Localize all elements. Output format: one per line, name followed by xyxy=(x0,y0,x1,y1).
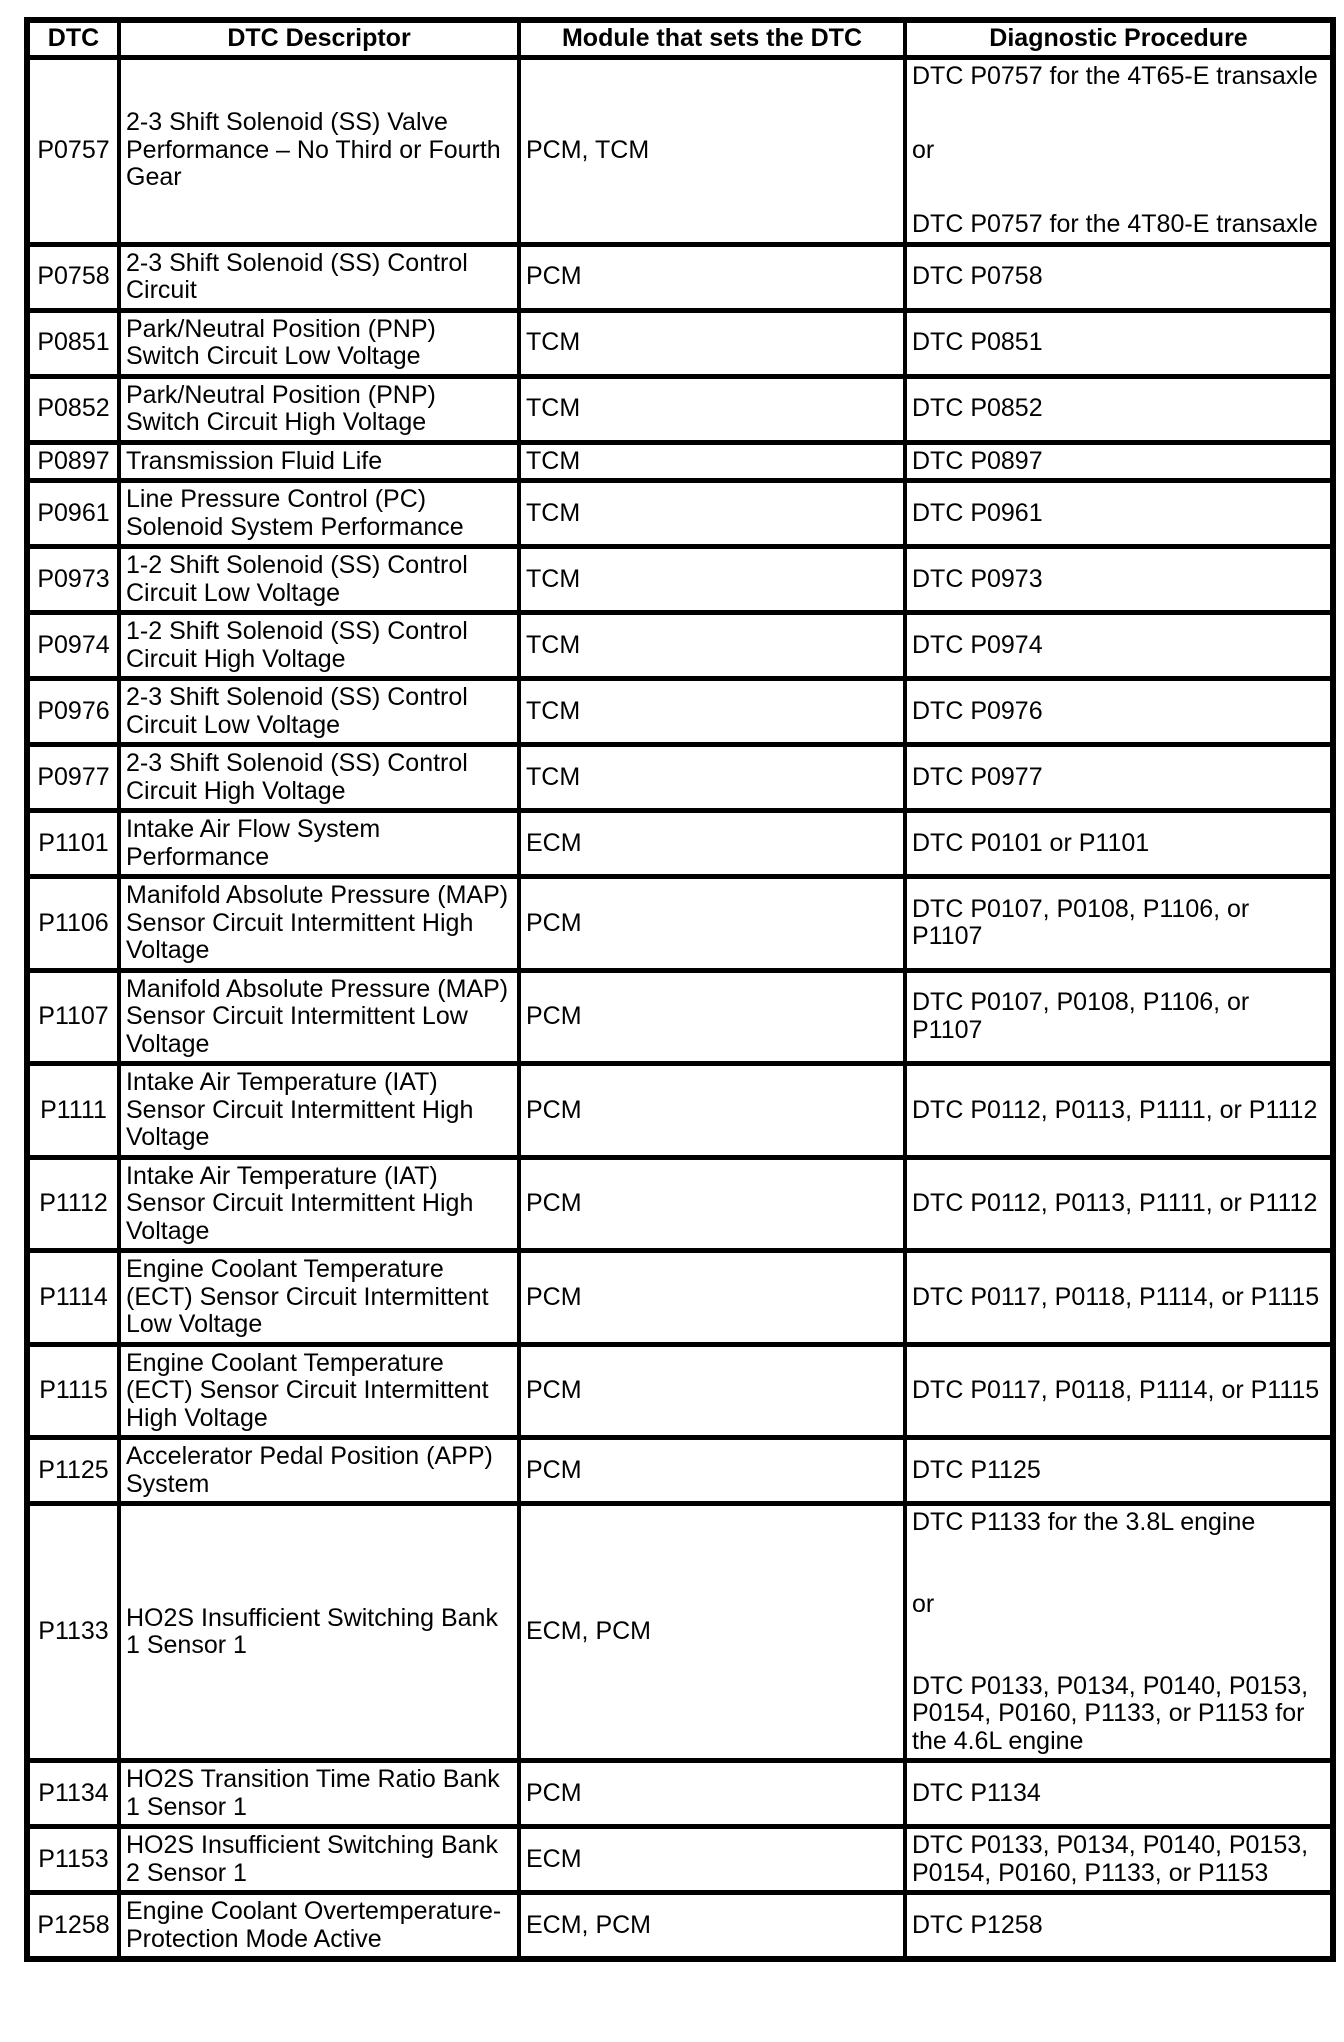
module-cell: ECM xyxy=(519,1827,905,1893)
module-cell: PCM xyxy=(519,244,905,310)
procedure-paragraph: DTC P0852 xyxy=(912,394,1043,423)
diagnostic-procedure-content xyxy=(912,395,1325,423)
dtc-code-cell: P0974 xyxy=(27,613,119,679)
dtc-descriptor-cell: Transmission Fluid Life xyxy=(119,442,519,481)
diagnostic-procedure-cell xyxy=(905,481,1333,547)
dtc-code-cell: P1115 xyxy=(27,1344,119,1438)
table-row xyxy=(27,811,1333,877)
diagnostic-procedure-content xyxy=(912,263,1325,291)
diagnostic-procedure-content xyxy=(912,896,1325,951)
diagnostic-procedure-cell xyxy=(905,613,1333,679)
module-cell: PCM xyxy=(519,1157,905,1251)
dtc-table xyxy=(24,17,1336,1962)
diagnostic-procedure-content xyxy=(912,63,1325,239)
diagnostic-procedure-content xyxy=(912,1457,1325,1485)
dtc-code-cell: P0758 xyxy=(27,244,119,310)
procedure-paragraph: DTC P0974 xyxy=(912,630,1043,659)
diagnostic-procedure-cell xyxy=(905,745,1333,811)
procedure-paragraph: DTC P1134 xyxy=(912,1778,1041,1807)
module-cell: TCM xyxy=(519,745,905,811)
table-row xyxy=(27,1344,1333,1438)
table-row xyxy=(27,1893,1333,1960)
table-row xyxy=(27,310,1333,376)
module-cell: PCM xyxy=(519,1064,905,1158)
diagnostic-procedure-content xyxy=(912,1190,1325,1218)
column-header-descriptor: DTC Descriptor xyxy=(119,20,519,57)
dtc-descriptor-cell: Park/Neutral Position (PNP) Switch Circuit High Voltage xyxy=(119,376,519,442)
header-row xyxy=(27,20,1333,57)
diagnostic-procedure-cell xyxy=(905,679,1333,745)
procedure-paragraph: DTC P0976 xyxy=(912,696,1043,725)
module-cell: PCM xyxy=(519,1438,905,1504)
table-row xyxy=(27,244,1333,310)
dtc-descriptor-cell: Park/Neutral Position (PNP) Switch Circuit Low Voltage xyxy=(119,310,519,376)
module-cell: ECM, PCM xyxy=(519,1504,905,1761)
dtc-code-cell: P1111 xyxy=(27,1064,119,1158)
table-row xyxy=(27,376,1333,442)
module-cell: PCM xyxy=(519,1761,905,1827)
procedure-paragraph: DTC P0133, P0134, P0140, P0153, P0154, P0160, P1133, or P1153 xyxy=(912,1831,1309,1887)
table-row xyxy=(27,1761,1333,1827)
diagnostic-procedure-content xyxy=(912,329,1325,357)
column-header-dtc: DTC xyxy=(27,20,119,57)
dtc-descriptor-cell: Manifold Absolute Pressure (MAP) Sensor Circuit Intermittent High Voltage xyxy=(119,877,519,971)
procedure-paragraph: DTC P0757 for the 4T80-E transaxle xyxy=(912,210,1318,238)
dtc-code-cell: P1106 xyxy=(27,877,119,971)
table-row xyxy=(27,481,1333,547)
module-cell: PCM xyxy=(519,1251,905,1345)
diagnostic-procedure-cell xyxy=(905,811,1333,877)
diagnostic-procedure-cell xyxy=(905,57,1333,244)
procedure-paragraph: DTC P0851 xyxy=(912,328,1043,357)
dtc-code-cell: P1107 xyxy=(27,970,119,1064)
dtc-descriptor-cell: 2-3 Shift Solenoid (SS) Control Circuit Low Voltage xyxy=(119,679,519,745)
dtc-code-cell: P1101 xyxy=(27,811,119,877)
diagnostic-procedure-content xyxy=(912,566,1325,594)
module-cell: TCM xyxy=(519,547,905,613)
table-row xyxy=(27,1827,1333,1893)
table-row xyxy=(27,1504,1333,1761)
dtc-descriptor-cell: 1-2 Shift Solenoid (SS) Control Circuit High Voltage xyxy=(119,613,519,679)
module-cell: TCM xyxy=(519,310,905,376)
diagnostic-procedure-cell xyxy=(905,1438,1333,1504)
module-cell: ECM xyxy=(519,811,905,877)
diagnostic-procedure-cell xyxy=(905,877,1333,971)
diagnostic-procedure-cell xyxy=(905,1504,1333,1761)
dtc-descriptor-cell: Engine Coolant Overtemperature-Protection Mode Active xyxy=(119,1893,519,1960)
dtc-descriptor-cell: 1-2 Shift Solenoid (SS) Control Circuit Low Voltage xyxy=(119,547,519,613)
diagnostic-procedure-cell xyxy=(905,1344,1333,1438)
dtc-code-cell: P0977 xyxy=(27,745,119,811)
table-row xyxy=(27,442,1333,481)
table-row xyxy=(27,1438,1333,1504)
procedure-paragraph: DTC P0112, P0113, P1111, or P1112 xyxy=(912,1189,1318,1217)
procedure-paragraph: DTC P1125 xyxy=(912,1455,1041,1484)
diagnostic-procedure-cell xyxy=(905,1251,1333,1345)
dtc-descriptor-cell: 2-3 Shift Solenoid (SS) Control Circuit xyxy=(119,244,519,310)
procedure-paragraph: DTC P0977 xyxy=(912,762,1043,791)
dtc-code-cell: P0757 xyxy=(27,57,119,244)
dtc-code-cell: P0852 xyxy=(27,376,119,442)
diagnostic-procedure-content xyxy=(912,698,1325,726)
diagnostic-procedure-cell xyxy=(905,244,1333,310)
dtc-code-cell: P0976 xyxy=(27,679,119,745)
diagnostic-procedure-cell xyxy=(905,376,1333,442)
dtc-descriptor-cell: Intake Air Temperature (IAT) Sensor Circuit Intermittent High Voltage xyxy=(119,1064,519,1158)
procedure-paragraph: DTC P0758 xyxy=(912,262,1043,291)
diagnostic-procedure-content xyxy=(912,448,1325,476)
procedure-paragraph: or xyxy=(912,135,935,164)
diagnostic-procedure-content xyxy=(912,500,1325,528)
procedure-paragraph: DTC P0133, P0134, P0140, P0153, P0154, P0160, P1133, or P1153 for the 4.6L engine xyxy=(912,1671,1309,1755)
dtc-descriptor-cell: Engine Coolant Temperature (ECT) Sensor Circuit Intermittent Low Voltage xyxy=(119,1251,519,1345)
procedure-paragraph: or xyxy=(912,1589,935,1618)
dtc-descriptor-cell: Manifold Absolute Pressure (MAP) Sensor Circuit Intermittent Low Voltage xyxy=(119,970,519,1064)
dtc-descriptor-cell: Engine Coolant Temperature (ECT) Sensor Circuit Intermittent High Voltage xyxy=(119,1344,519,1438)
table-row xyxy=(27,1157,1333,1251)
dtc-code-cell: P1125 xyxy=(27,1438,119,1504)
procedure-paragraph: DTC P0973 xyxy=(912,564,1043,593)
dtc-descriptor-cell: 2-3 Shift Solenoid (SS) Valve Performance – No Third or Fourth Gear xyxy=(119,57,519,244)
diagnostic-procedure-content xyxy=(912,1912,1325,1940)
diagnostic-procedure-cell xyxy=(905,1761,1333,1827)
diagnostic-procedure-cell xyxy=(905,1064,1333,1158)
table-body xyxy=(27,57,1333,1959)
column-header-diagnostic-procedure: Diagnostic Procedure xyxy=(905,20,1333,57)
dtc-code-cell: P0851 xyxy=(27,310,119,376)
procedure-paragraph: DTC P0897 xyxy=(912,446,1043,475)
diagnostic-procedure-cell xyxy=(905,310,1333,376)
dtc-code-cell: P0973 xyxy=(27,547,119,613)
dtc-descriptor-cell: HO2S Insufficient Switching Bank 2 Sensor 1 xyxy=(119,1827,519,1893)
dtc-code-cell: P1112 xyxy=(27,1157,119,1251)
procedure-paragraph: DTC P0757 for the 4T65-E transaxle xyxy=(912,61,1318,90)
table-row xyxy=(27,745,1333,811)
module-cell: TCM xyxy=(519,442,905,481)
procedure-paragraph: DTC P1258 xyxy=(912,1910,1043,1939)
diagnostic-procedure-cell xyxy=(905,1157,1333,1251)
module-cell: TCM xyxy=(519,376,905,442)
dtc-code-cell: P1114 xyxy=(27,1251,119,1345)
dtc-descriptor-cell: HO2S Insufficient Switching Bank 1 Sensor 1 xyxy=(119,1504,519,1761)
procedure-paragraph: DTC P0107, P0108, P1106, or P1107 xyxy=(912,894,1250,951)
module-cell: PCM xyxy=(519,877,905,971)
table-row xyxy=(27,679,1333,745)
diagnostic-procedure-cell xyxy=(905,442,1333,481)
table-row xyxy=(27,970,1333,1064)
diagnostic-procedure-content xyxy=(912,1284,1325,1312)
dtc-code-cell: P1134 xyxy=(27,1761,119,1827)
diagnostic-procedure-content xyxy=(912,989,1325,1044)
diagnostic-procedure-content xyxy=(912,1377,1325,1405)
dtc-descriptor-cell: Line Pressure Control (PC) Solenoid System Performance xyxy=(119,481,519,547)
diagnostic-procedure-content xyxy=(912,1509,1325,1755)
diagnostic-procedure-content xyxy=(912,1780,1325,1808)
dtc-descriptor-cell: HO2S Transition Time Ratio Bank 1 Sensor 1 xyxy=(119,1761,519,1827)
diagnostic-procedure-content xyxy=(912,1832,1325,1887)
dtc-code-cell: P1258 xyxy=(27,1893,119,1960)
diagnostic-procedure-cell xyxy=(905,1893,1333,1960)
dtc-descriptor-cell: Accelerator Pedal Position (APP) System xyxy=(119,1438,519,1504)
procedure-paragraph: DTC P0961 xyxy=(912,498,1043,527)
dtc-code-cell: P0897 xyxy=(27,442,119,481)
diagnostic-procedure-cell xyxy=(905,970,1333,1064)
diagnostic-procedure-content xyxy=(912,764,1325,792)
procedure-paragraph: DTC P0112, P0113, P1111, or P1112 xyxy=(912,1095,1318,1124)
module-cell: TCM xyxy=(519,481,905,547)
table-row xyxy=(27,877,1333,971)
module-cell: TCM xyxy=(519,679,905,745)
dtc-code-cell: P1153 xyxy=(27,1827,119,1893)
column-header-module: Module that sets the DTC xyxy=(519,20,905,57)
table-row xyxy=(27,1064,1333,1158)
dtc-descriptor-cell: Intake Air Flow System Performance xyxy=(119,811,519,877)
diagnostic-procedure-content xyxy=(912,830,1325,858)
diagnostic-procedure-cell xyxy=(905,1827,1333,1893)
module-cell: ECM, PCM xyxy=(519,1893,905,1960)
dtc-descriptor-cell: Intake Air Temperature (IAT) Sensor Circuit Intermittent High Voltage xyxy=(119,1157,519,1251)
module-cell: PCM xyxy=(519,1344,905,1438)
module-cell: PCM xyxy=(519,970,905,1064)
table-row xyxy=(27,547,1333,613)
procedure-paragraph: DTC P0101 or P1101 xyxy=(912,828,1150,857)
procedure-paragraph: DTC P0117, P0118, P1114, or P1115 xyxy=(912,1282,1320,1311)
diagnostic-procedure-content xyxy=(912,632,1325,660)
table-row xyxy=(27,1251,1333,1345)
dtc-code-cell: P0961 xyxy=(27,481,119,547)
procedure-paragraph: DTC P0117, P0118, P1114, or P1115 xyxy=(912,1376,1320,1404)
diagnostic-procedure-content xyxy=(912,1097,1325,1125)
dtc-descriptor-cell: 2-3 Shift Solenoid (SS) Control Circuit High Voltage xyxy=(119,745,519,811)
module-cell: TCM xyxy=(519,613,905,679)
diagnostic-procedure-cell xyxy=(905,547,1333,613)
dtc-code-cell: P1133 xyxy=(27,1504,119,1761)
table-row xyxy=(27,613,1333,679)
procedure-paragraph: DTC P0107, P0108, P1106, or P1107 xyxy=(912,988,1250,1044)
procedure-paragraph: DTC P1133 for the 3.8L engine xyxy=(912,1508,1256,1536)
table-row xyxy=(27,57,1333,244)
module-cell: PCM, TCM xyxy=(519,57,905,244)
